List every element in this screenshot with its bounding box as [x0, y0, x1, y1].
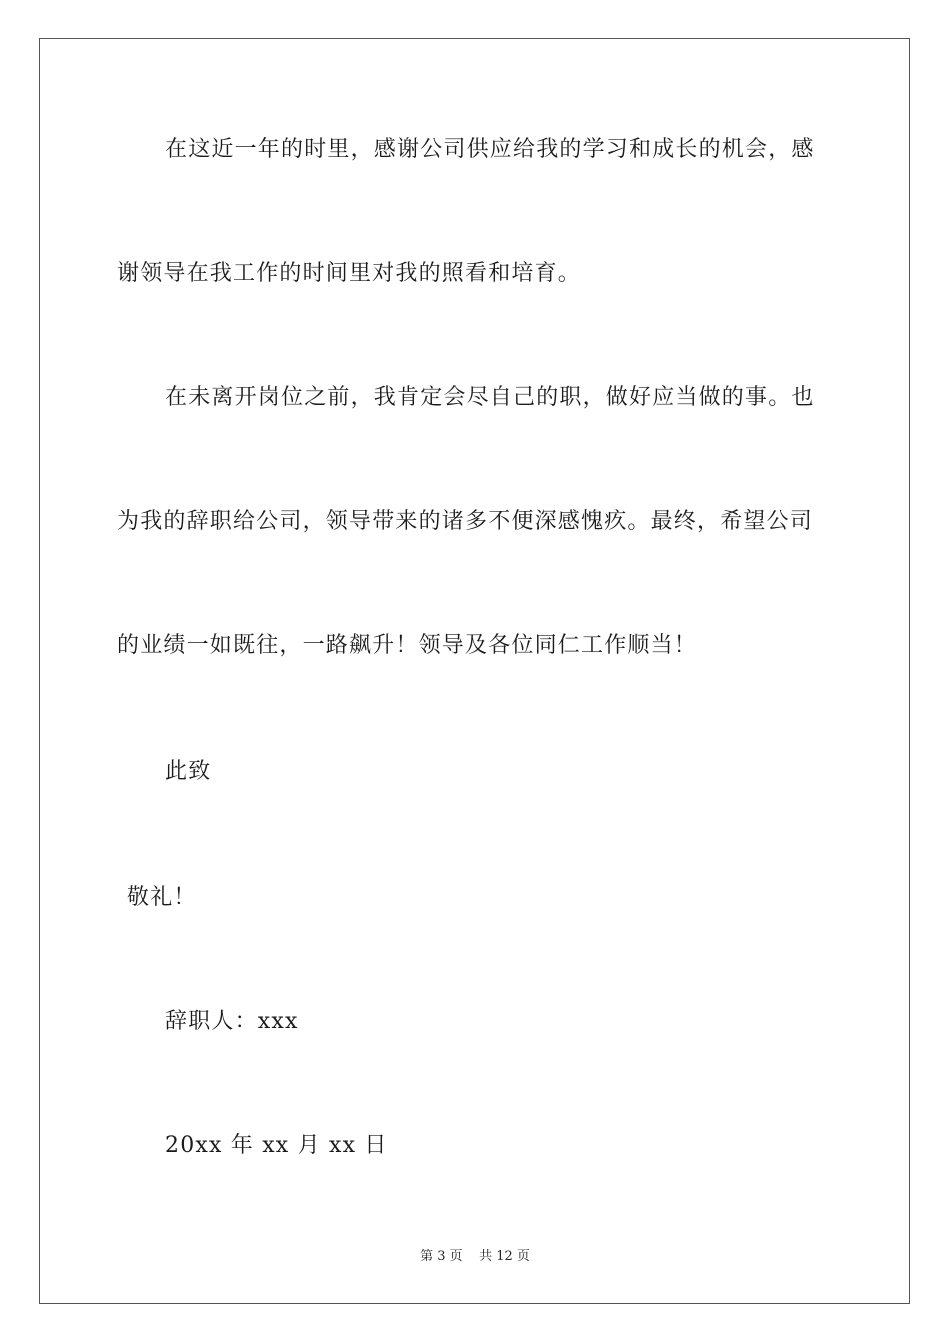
letter-paragraph-2-line-3: 的业绩一如既往，一路飙升！领导及各位同仁工作顺当！ — [117, 633, 698, 658]
signature-date: 20xx 年 xx 月 xx 日 — [165, 1133, 388, 1158]
page-number-footer: 第 3 页 共 12 页 — [420, 1249, 530, 1264]
closing-regards: 敬礼！ — [127, 885, 197, 910]
letter-paragraph-2-line-1: 在未离开岗位之前，我肯定会尽自己的职，做好应当做的事。也 — [165, 385, 815, 410]
signature-name: 辞职人：xxx — [165, 1009, 299, 1034]
letter-paragraph-1-line-1: 在这近一年的时里，感谢公司供应给我的学习和成长的机会，感 — [165, 137, 815, 162]
letter-paragraph-1-line-2: 谢领导在我工作的时间里对我的照看和培育。 — [117, 261, 582, 286]
closing-salutation: 此致 — [165, 759, 212, 784]
page-border — [39, 38, 910, 1304]
letter-paragraph-2-line-2: 为我的辞职给公司，领导带来的诸多不便深感愧疚。最终，希望公司 — [117, 509, 814, 534]
